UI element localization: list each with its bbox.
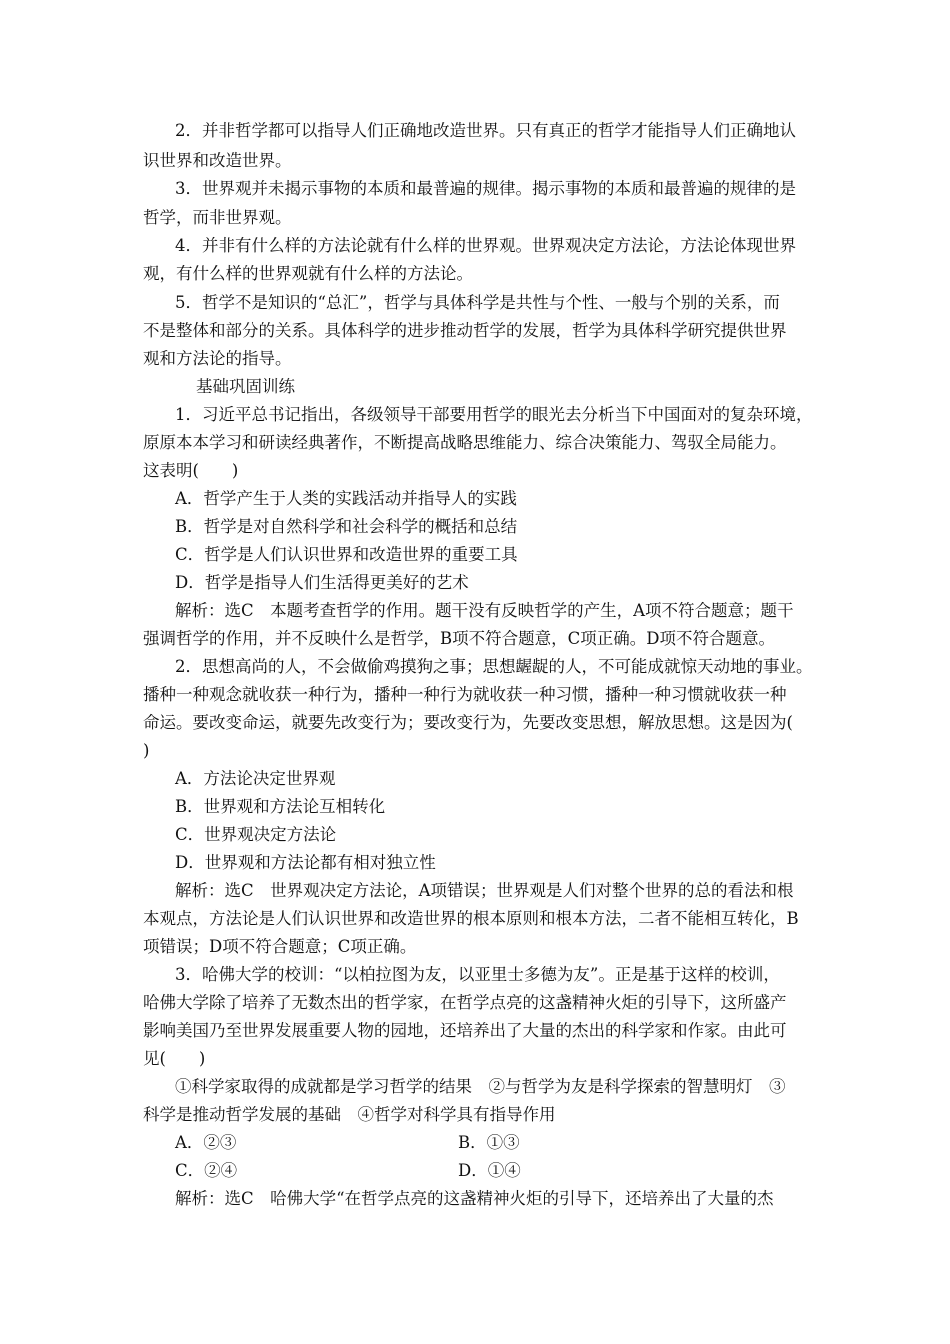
note-4-line-2: 观，有什么样的世界观就有什么样的方法论。 bbox=[143, 264, 473, 283]
note-2-line-2: 识世界和改造世界。 bbox=[143, 151, 292, 170]
q3-stem-line-3: 影响美国乃至世界发展重要人物的园地，还培养出了大量的杰出的科学家和作家。由此可 bbox=[143, 1021, 787, 1040]
q2-stem-line-4: ) bbox=[143, 741, 150, 760]
note-5-line-2: 不是整体和部分的关系。具体科学的进步推动哲学的发展，哲学为具体科学研究提供世界 bbox=[143, 321, 787, 340]
note-3-line-2: 哲学，而非世界观。 bbox=[143, 208, 292, 227]
q3-option-c: C．②④ bbox=[175, 1161, 238, 1180]
section-title: 基础巩固训练 bbox=[196, 377, 295, 396]
note-4-line-1: 4．并非有什么样的方法论就有什么样的世界观。世界观决定方法论，方法论体现世界 bbox=[175, 236, 796, 255]
q1-option-b: B．哲学是对自然科学和社会科学的概括和总结 bbox=[175, 517, 518, 536]
q3-analysis-line-1: 解析：选C 哈佛大学“在哲学点亮的这盏精神火炬的引导下，还培养出了大量的杰 bbox=[175, 1189, 774, 1208]
note-3-line-1: 3．世界观并未揭示事物的本质和最普遍的规律。揭示事物的本质和最普遍的规律的是 bbox=[175, 179, 796, 198]
q1-stem-line-2: 原原本本学习和研读经典著作，不断提高战略思维能力、综合决策能力、驾驭全局能力。 bbox=[143, 433, 787, 452]
q1-option-c: C．哲学是人们认识世界和改造世界的重要工具 bbox=[175, 545, 518, 564]
q3-items-line-1: ①科学家取得的成就都是学习哲学的结果 ②与哲学为友是科学探索的智慧明灯 ③ bbox=[175, 1077, 786, 1096]
note-5-line-3: 观和方法论的指导。 bbox=[143, 349, 292, 368]
q3-stem-line-2: 哈佛大学除了培养了无数杰出的哲学家，在哲学点亮的这盏精神火炬的引导下，这所盛产 bbox=[143, 993, 787, 1012]
q2-option-b: B．世界观和方法论互相转化 bbox=[175, 797, 386, 816]
q2-stem-line-1: 2．思想高尚的人，不会做偷鸡摸狗之事；思想龌龊的人，不可能成就惊天动地的事业。 bbox=[175, 657, 813, 676]
q3-option-d: D．①④ bbox=[458, 1161, 521, 1180]
q3-option-b: B．①③ bbox=[458, 1133, 520, 1152]
q2-stem-line-2: 播种一种观念就收获一种行为，播种一种行为就收获一种习惯，播种一种习惯就收获一种 bbox=[143, 685, 787, 704]
q3-stem-line-1: 3．哈佛大学的校训：“以柏拉图为友，以亚里士多德为友”。正是基于这样的校训， bbox=[175, 965, 780, 984]
q3-stem-line-4: 见( ) bbox=[143, 1049, 206, 1068]
q2-analysis-line-2: 本观点，方法论是人们认识世界和改造世界的根本原则和根本方法，二者不能相互转化，B bbox=[143, 909, 799, 928]
q2-option-d: D．世界观和方法论都有相对独立性 bbox=[175, 853, 436, 872]
q2-option-c: C．世界观决定方法论 bbox=[175, 825, 337, 844]
q1-stem-line-3: 这表明( ) bbox=[143, 461, 239, 480]
q1-analysis-line-1: 解析：选C 本题考查哲学的作用。题干没有反映哲学的产生，A项不符合题意；题干 bbox=[175, 601, 794, 620]
q2-analysis-line-1: 解析：选C 世界观决定方法论，A项错误；世界观是人们对整个世界的总的看法和根 bbox=[175, 881, 794, 900]
note-5-line-1: 5．哲学不是知识的“总汇”，哲学与具体科学是共性与个性、一般与个别的关系，而 bbox=[175, 293, 780, 312]
q3-items-line-2: 科学是推动哲学发展的基础 ④哲学对科学具有指导作用 bbox=[143, 1105, 556, 1124]
q1-option-d: D．哲学是指导人们生活得更美好的艺术 bbox=[175, 573, 469, 592]
q1-option-a: A．哲学产生于人类的实践活动并指导人的实践 bbox=[175, 489, 517, 508]
q1-analysis-line-2: 强调哲学的作用，并不反映什么是哲学，B项不符合题意，C项正确。D项不符合题意。 bbox=[143, 629, 775, 648]
q1-stem-line-1: 1．习近平总书记指出，各级领导干部要用哲学的眼光去分析当下中国面对的复杂环境， bbox=[175, 405, 813, 424]
note-2-line-1: 2．并非哲学都可以指导人们正确地改造世界。只有真正的哲学才能指导人们正确地认 bbox=[175, 121, 796, 140]
q2-analysis-line-3: 项错误；D项不符合题意；C项正确。 bbox=[143, 937, 417, 956]
q3-option-a: A．②③ bbox=[175, 1133, 237, 1152]
q2-option-a: A．方法论决定世界观 bbox=[175, 769, 336, 788]
q2-stem-line-3: 命运。要改变命运，就要先改变行为；要改变行为，先要改变思想，解放思想。这是因为( bbox=[143, 713, 793, 732]
